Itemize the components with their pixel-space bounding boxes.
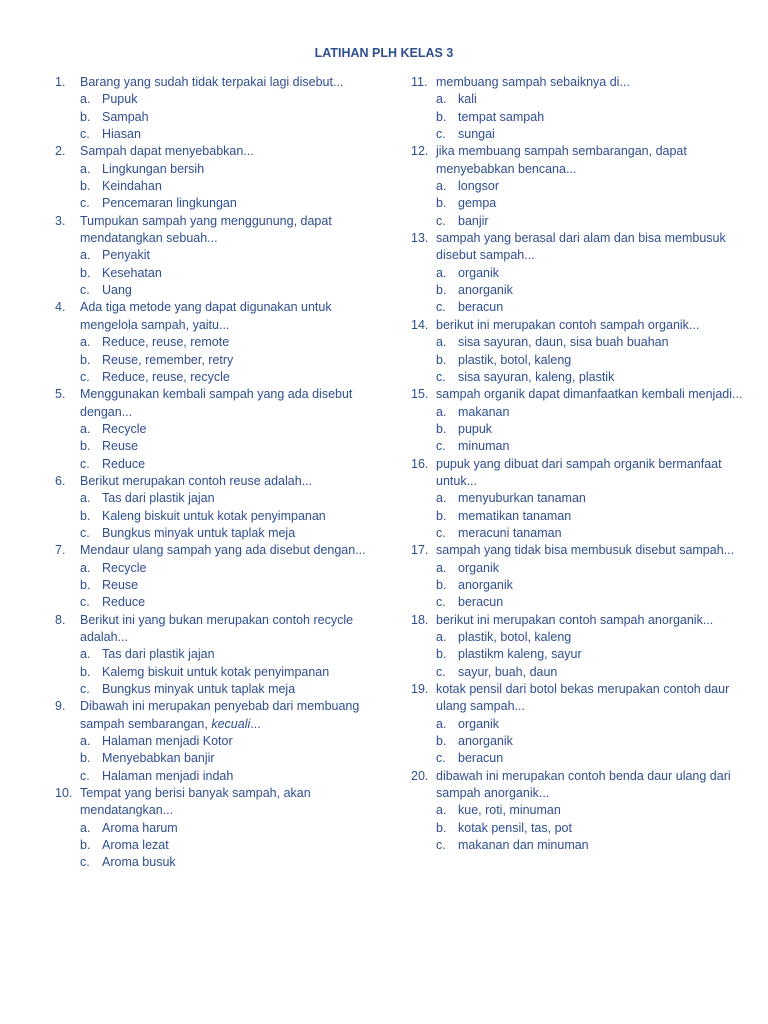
option-text: anorganik (458, 577, 513, 592)
question-item (55, 473, 375, 542)
option-text: kotak pensil, tas, pot (458, 820, 572, 835)
option-text: Keindahan (102, 179, 162, 194)
option-letter: b. (436, 577, 447, 592)
option-text: Pencemaran lingkungan (102, 196, 237, 211)
option-text: tempat sampah (458, 109, 545, 124)
option-letter: c. (436, 525, 446, 540)
answer-option (80, 161, 375, 178)
question-text (436, 317, 746, 334)
question-text-main: sampah organik dapat dimanfaatkan kembali menjadi... (436, 387, 743, 402)
option-letter: c. (80, 196, 90, 211)
question-number: 4. (55, 300, 66, 315)
option-text: Reduce, reuse, remote (102, 335, 230, 350)
option-letter: b. (436, 352, 447, 367)
answer-option (80, 421, 375, 438)
question-text-main: jika membuang sampah sembarangan, dapat menyebabkan bencana... (436, 144, 687, 176)
question-item (55, 785, 375, 872)
answer-option (436, 369, 746, 386)
answer-option (436, 91, 746, 108)
option-text: Aroma harum (102, 820, 178, 835)
option-text: Bungkus minyak untuk taplak meja (102, 525, 296, 540)
option-letter: c. (436, 439, 446, 454)
question-text-main: Tumpukan sampah yang menggunung, dapat mendatangkan sebuah... (80, 213, 332, 246)
option-letter: b. (436, 196, 447, 211)
answer-option (436, 404, 746, 421)
questions-column-right (411, 74, 746, 854)
option-letter: b. (80, 439, 91, 454)
question-text-main: berikut ini merupakan contoh sampah organik... (436, 317, 700, 332)
option-letter: b. (80, 751, 91, 766)
option-letter: a. (436, 265, 447, 280)
option-text: Pupuk (102, 92, 138, 107)
question-text (80, 213, 375, 248)
question-text (80, 785, 375, 820)
question-item (411, 386, 746, 455)
option-text: Hiasan (102, 127, 141, 142)
option-letter: b. (80, 265, 91, 280)
answer-option (80, 352, 375, 369)
question-text-main: kotak pensil dari botol bekas merupakan contoh daur ulang sampah... (436, 682, 730, 714)
option-text: plastikm kaleng, sayur (458, 647, 582, 662)
questions-column-left (55, 74, 375, 872)
option-letter: b. (80, 508, 91, 523)
option-text: Recycle (102, 560, 147, 575)
question-number: 17. (411, 543, 429, 558)
question-item (411, 317, 746, 386)
question-text-main: Berikut ini yang bukan merupakan contoh recycle adalah... (80, 612, 354, 644)
answer-option (80, 837, 375, 854)
option-text: organik (458, 716, 499, 731)
answer-option (436, 126, 746, 143)
answer-option (80, 681, 375, 698)
answer-option (80, 91, 375, 108)
answer-option (80, 265, 375, 282)
answer-option (436, 421, 746, 438)
answer-option (80, 178, 375, 195)
option-letter: c. (436, 300, 446, 315)
question-number: 9. (55, 699, 66, 714)
answer-option (436, 577, 746, 594)
option-letter: a. (436, 92, 447, 107)
answer-option (436, 560, 746, 577)
option-letter: b. (80, 838, 91, 853)
option-letter: b. (80, 577, 91, 592)
question-number: 16. (411, 456, 429, 471)
question-text (436, 456, 746, 491)
answer-option (436, 490, 746, 507)
option-letter: b. (436, 647, 447, 662)
option-text: Halaman menjadi Kotor (102, 734, 233, 749)
question-text-main: sampah yang berasal dari alam dan bisa membusuk disebut sampah... (436, 231, 726, 263)
option-letter: a. (436, 404, 447, 419)
answer-option (436, 334, 746, 351)
option-text: minuman (458, 439, 510, 454)
question-item (55, 299, 375, 386)
question-item (55, 542, 375, 611)
answer-option (436, 733, 746, 750)
option-text: organik (458, 560, 499, 575)
option-text: Aroma busuk (102, 855, 176, 870)
answer-option (436, 352, 746, 369)
answer-option (80, 750, 375, 767)
question-item (411, 612, 746, 681)
option-letter: b. (436, 283, 447, 298)
option-text: anorganik (458, 734, 513, 749)
option-text: sisa sayuran, daun, sisa buah buahan (458, 335, 669, 350)
option-letter: a. (80, 647, 91, 662)
option-text: sungai (458, 127, 495, 142)
answer-option (80, 490, 375, 507)
question-text (80, 542, 375, 559)
question-text-main: sampah yang tidak bisa membusuk disebut sampah... (436, 543, 735, 558)
answer-option (80, 646, 375, 663)
option-letter: b. (80, 179, 91, 194)
option-text: Kesehatan (102, 265, 162, 280)
option-letter: b. (80, 664, 91, 679)
question-text-main: berikut ini merupakan contoh sampah anorganik... (436, 612, 714, 627)
question-number: 2. (55, 144, 66, 159)
option-letter: a. (436, 630, 447, 644)
option-text: Uang (102, 283, 132, 298)
option-text: organik (458, 265, 499, 280)
option-text: Reuse, remember, retry (102, 352, 234, 367)
question-item (55, 698, 375, 785)
question-text-main: dibawah ini merupakan contoh benda daur ulang dari sampah anorganik... (436, 768, 731, 801)
option-letter: a. (436, 179, 447, 194)
question-text-main: pupuk yang dibuat dari sampah organik bermanfaat untuk... (436, 456, 722, 488)
option-text: Bungkus minyak untuk taplak meja (102, 682, 296, 697)
answer-option (80, 733, 375, 750)
option-letter: a. (80, 161, 91, 176)
option-letter: c. (436, 751, 446, 766)
question-text (436, 768, 746, 803)
option-letter: c. (436, 595, 446, 610)
answer-option (436, 195, 746, 212)
question-text (436, 74, 746, 91)
question-text-main: Sampah dapat menyebabkan... (80, 144, 254, 159)
answer-option (436, 282, 746, 299)
option-text: Reduce (102, 595, 146, 610)
option-letter: b. (80, 352, 91, 367)
question-item (411, 681, 746, 768)
option-text: Penyakit (102, 248, 150, 263)
option-text: Sampah (102, 109, 149, 124)
option-text: meracuni tanaman (458, 525, 562, 540)
option-text: Tas dari plastik jajan (102, 491, 215, 506)
option-text: kue, roti, minuman (458, 803, 561, 818)
option-text: beracun (458, 300, 504, 315)
answer-option (80, 334, 375, 351)
option-text: makanan (458, 404, 510, 419)
option-letter: c. (80, 682, 90, 697)
answer-option (80, 456, 375, 473)
option-letter: a. (80, 491, 91, 506)
option-text: Kaleng biskuit untuk kotak penyimpanan (102, 508, 326, 523)
option-text: sayur, buah, daun (458, 664, 558, 679)
option-text: Menyebabkan banjir (102, 751, 215, 766)
option-text: plastik, botol, kaleng (458, 352, 572, 367)
option-letter: a. (80, 248, 91, 263)
question-text (80, 473, 375, 490)
option-text: gempa (458, 196, 497, 211)
answer-option (80, 768, 375, 785)
option-letter: b. (436, 421, 447, 436)
question-item (55, 74, 375, 143)
question-number: 13. (411, 231, 429, 246)
option-letter: b. (436, 734, 447, 749)
answer-option (80, 126, 375, 143)
option-letter: c. (80, 595, 90, 610)
question-number: 12. (411, 144, 429, 159)
question-item (411, 456, 746, 543)
option-text: Reduce, reuse, recycle (102, 369, 230, 384)
question-number: 11. (411, 75, 428, 89)
option-letter: a. (80, 820, 91, 835)
answer-option (80, 854, 375, 871)
answer-option (436, 525, 746, 542)
question-item (411, 143, 746, 230)
option-text: Recycle (102, 421, 147, 436)
question-item (411, 542, 746, 611)
option-letter: c. (80, 369, 90, 384)
question-text (80, 74, 375, 91)
option-text: Lingkungan bersih (102, 161, 205, 176)
question-text (80, 143, 375, 160)
option-letter: c. (80, 768, 90, 783)
option-text: longsor (458, 179, 499, 194)
answer-option (80, 109, 375, 126)
question-text (80, 698, 375, 733)
answer-option (436, 508, 746, 525)
question-text (436, 230, 746, 265)
answer-option (436, 837, 746, 854)
question-item (411, 768, 746, 855)
option-letter: a. (80, 92, 91, 107)
answer-option (436, 109, 746, 126)
option-text: mematikan tanaman (458, 508, 572, 523)
question-number: 14. (411, 317, 429, 332)
option-text: Aroma lezat (102, 838, 169, 853)
question-text-main: Tempat yang berisi banyak sampah, akan mendatangkan... (80, 786, 311, 818)
option-text: Tas dari plastik jajan (102, 647, 215, 662)
answer-option (436, 178, 746, 195)
option-letter: a. (436, 335, 447, 350)
question-text (80, 612, 375, 647)
question-text-end: ... (250, 716, 261, 731)
question-text-main: Mendaur ulang sampah yang ada disebut dengan... (80, 543, 366, 558)
answer-option (436, 750, 746, 767)
option-letter: b. (436, 508, 447, 523)
answer-option (80, 508, 375, 525)
question-text-main: membuang sampah sebaiknya di... (436, 75, 630, 89)
option-letter: b. (436, 109, 447, 124)
question-number: 8. (55, 612, 66, 627)
answer-option (436, 594, 746, 611)
question-number: 10. (55, 786, 73, 801)
answer-option (436, 629, 746, 646)
question-text (436, 143, 746, 178)
question-number: 1. (55, 75, 66, 89)
option-letter: b. (436, 820, 447, 835)
answer-option (436, 716, 746, 733)
question-number: 19. (411, 682, 429, 697)
question-text (80, 386, 375, 421)
option-letter: a. (80, 560, 91, 575)
option-text: menyuburkan tanaman (458, 491, 586, 506)
answer-option (436, 664, 746, 681)
option-text: pupuk (458, 421, 493, 436)
question-item (55, 143, 375, 212)
answer-option (80, 560, 375, 577)
option-text: Halaman menjadi indah (102, 768, 234, 783)
question-text (436, 542, 746, 559)
answer-option (80, 369, 375, 386)
option-letter: c. (80, 525, 90, 540)
question-item (55, 386, 375, 473)
option-letter: a. (80, 421, 91, 436)
option-text: Reuse (102, 577, 139, 592)
option-letter: c. (436, 838, 446, 853)
option-letter: c. (436, 664, 446, 679)
answer-option (80, 577, 375, 594)
option-letter: c. (436, 213, 446, 228)
question-item (411, 74, 746, 143)
option-text: anorganik (458, 283, 513, 298)
option-text: kali (458, 92, 477, 107)
question-item (411, 230, 746, 317)
answer-option (80, 438, 375, 455)
option-text: Reduce (102, 456, 146, 471)
answer-option (436, 213, 746, 230)
answer-option (80, 247, 375, 264)
question-item (55, 612, 375, 699)
option-letter: a. (436, 560, 447, 575)
answer-option (80, 282, 375, 299)
answer-option (436, 299, 746, 316)
option-letter: c. (80, 127, 90, 142)
option-text: Reuse (102, 439, 139, 454)
option-text: banjir (458, 213, 489, 228)
answer-option (80, 525, 375, 542)
answer-option (80, 820, 375, 837)
question-number: 15. (411, 387, 429, 402)
option-letter: b. (80, 109, 91, 124)
option-text: beracun (458, 595, 504, 610)
option-letter: c. (436, 127, 446, 142)
question-text-main: Berikut merupakan contoh reuse adalah... (80, 473, 313, 488)
question-number: 5. (55, 387, 66, 402)
option-letter: a. (80, 734, 91, 749)
option-letter: a. (436, 716, 447, 731)
question-number: 3. (55, 213, 66, 228)
answer-option (80, 594, 375, 611)
option-text: sisa sayuran, kaleng, plastik (458, 369, 615, 384)
question-number: 18. (411, 612, 429, 627)
question-text-main: Ada tiga metode yang dapat digunakan untuk mengelola sampah, yaitu... (80, 300, 332, 332)
option-letter: a. (436, 491, 447, 506)
option-text: Kalemg biskuit untuk kotak penyimpanan (102, 664, 330, 679)
page-title: LATIHAN PLH KELAS 3 (314, 46, 454, 60)
option-text: plastik, botol, kaleng (458, 630, 572, 644)
question-text-italic: kecuali (211, 716, 251, 731)
answer-option (436, 646, 746, 663)
option-text: makanan dan minuman (458, 838, 589, 853)
option-letter: c. (436, 369, 446, 384)
option-letter: c. (80, 283, 90, 298)
option-letter: c. (80, 855, 90, 870)
question-text-main: Dibawah ini merupakan penyebab dari membuang sampah sembarangan, (80, 699, 360, 731)
question-text (80, 299, 375, 334)
question-number: 7. (55, 543, 66, 558)
answer-option (80, 664, 375, 681)
question-text-main: Barang yang sudah tidak terpakai lagi disebut... (80, 75, 344, 89)
question-item (55, 213, 375, 300)
answer-option (436, 265, 746, 282)
answer-option (436, 438, 746, 455)
question-text (436, 612, 746, 629)
question-number: 20. (411, 768, 429, 783)
question-text (436, 386, 746, 403)
answer-option (80, 195, 375, 212)
option-letter: a. (80, 335, 91, 350)
option-text: beracun (458, 751, 504, 766)
option-letter: c. (80, 456, 90, 471)
answer-option (436, 820, 746, 837)
question-text (436, 681, 746, 716)
question-text-main: Menggunakan kembali sampah yang ada disebut dengan... (80, 387, 353, 419)
question-number: 6. (55, 473, 66, 488)
answer-option (436, 802, 746, 819)
option-letter: a. (436, 803, 447, 818)
